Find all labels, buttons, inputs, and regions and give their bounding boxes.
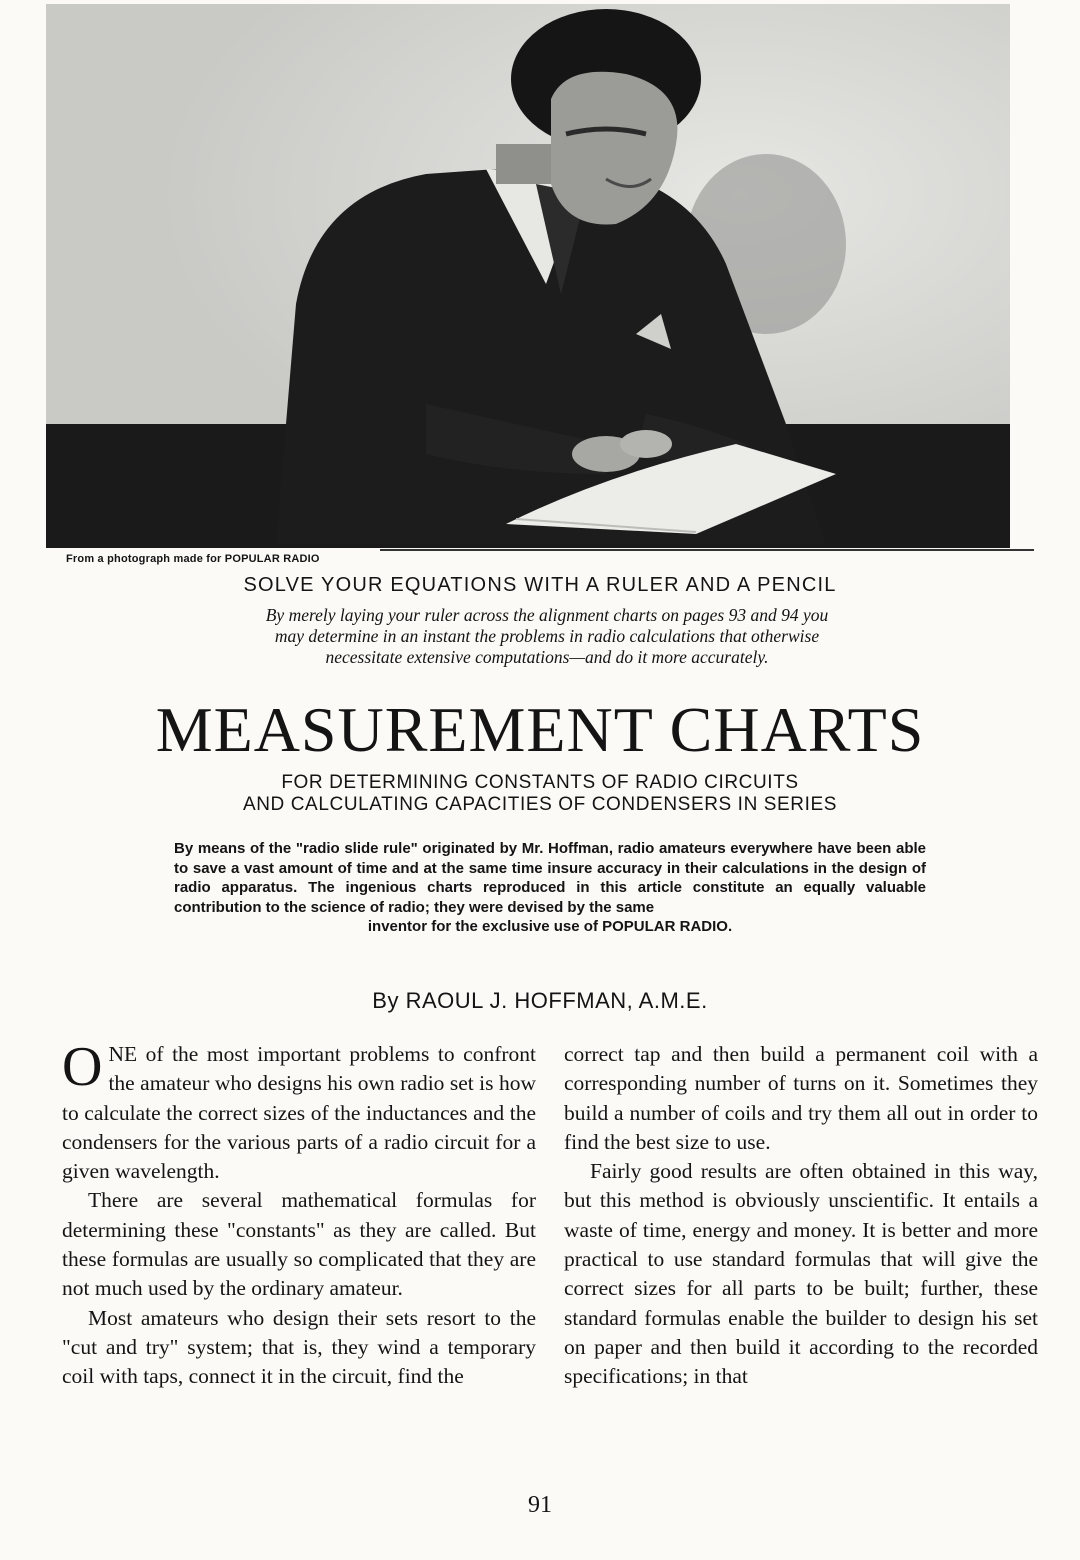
paragraph: Fairly good results are often obtained in this way, but this method is obviously unscientific. It entails a waste of time, energy and money. It is better and more practical to use standard formulas that will give the correct sizes for all parts to be built; further, these standard formulas enable the builder to design his set on paper and then build it according to the recorded specifications; in that bbox=[564, 1159, 1038, 1389]
article-title: MEASUREMENT CHARTS bbox=[155, 694, 925, 765]
paragraph-text: NE of the most important problems to confront the amateur who designs his own radio set is how to calculate the correct sizes of the inductances and the condensers for the various parts of a radio circuit for a given wavelength. bbox=[62, 1042, 536, 1184]
paragraph: There are several mathematical formulas for determining these "constants" as they are called. But these formulas are usually so complicated that they are not much used by the ordinary amateur. bbox=[62, 1188, 536, 1301]
right-column bbox=[564, 1040, 1038, 1392]
paragraph bbox=[62, 1036, 536, 1186]
subtitle-line: FOR DETERMINING CONSTANTS OF RADIO CIRCUITS bbox=[281, 772, 799, 793]
caption-line: may determine in an instant the problems in radio calculations that otherwise bbox=[274, 626, 820, 646]
caption-body bbox=[122, 605, 972, 668]
drop-cap: O bbox=[62, 1036, 103, 1098]
caption-line: necessitate extensive computations—and do it more accurately. bbox=[325, 647, 769, 667]
caption-line: By merely laying your ruler across the alignment charts on pages 93 and 94 you bbox=[265, 605, 829, 625]
left-column bbox=[62, 1036, 536, 1392]
article-photograph bbox=[46, 4, 1010, 548]
intro-text: By means of the "radio slide rule" originated by Mr. Hoffman, radio amateurs everywhere have been able to save a vast amount of time and at the same time insure accuracy in their calculations in the design of radio apparatus. The ingenious charts reproduced in this article constitute an equally valuable contribution to the science of radio; they were devised by the same bbox=[174, 840, 926, 916]
page-number: 91 bbox=[528, 1492, 552, 1518]
photo-rule bbox=[380, 549, 1034, 551]
paragraph: correct tap and then build a permanent coil with a corresponding number of turns on it. Sometimes they build a number of coils and try them all out in order to find the best size to use. bbox=[564, 1042, 1038, 1154]
photo-credit: From a photograph made for POPULAR RADIO bbox=[66, 553, 320, 565]
caption-heading: SOLVE YOUR EQUATIONS WITH A RULER AND A PENCIL bbox=[243, 574, 837, 596]
intro-last-line: inventor for the exclusive use of POPULAR RADIO. bbox=[367, 918, 733, 935]
article-subtitle bbox=[0, 772, 1080, 816]
subtitle-line: AND CALCULATING CAPACITIES OF CONDENSERS IN SERIES bbox=[242, 794, 838, 815]
article-intro bbox=[174, 839, 926, 937]
paragraph: Most amateurs who design their sets resort to the "cut and try" system; that is, they wind a temporary coil with taps, connect it in the circuit, find the bbox=[62, 1305, 536, 1389]
photo-illustration bbox=[46, 4, 1010, 548]
article-byline: By RAOUL J. HOFFMAN, A.M.E. bbox=[372, 988, 708, 1013]
